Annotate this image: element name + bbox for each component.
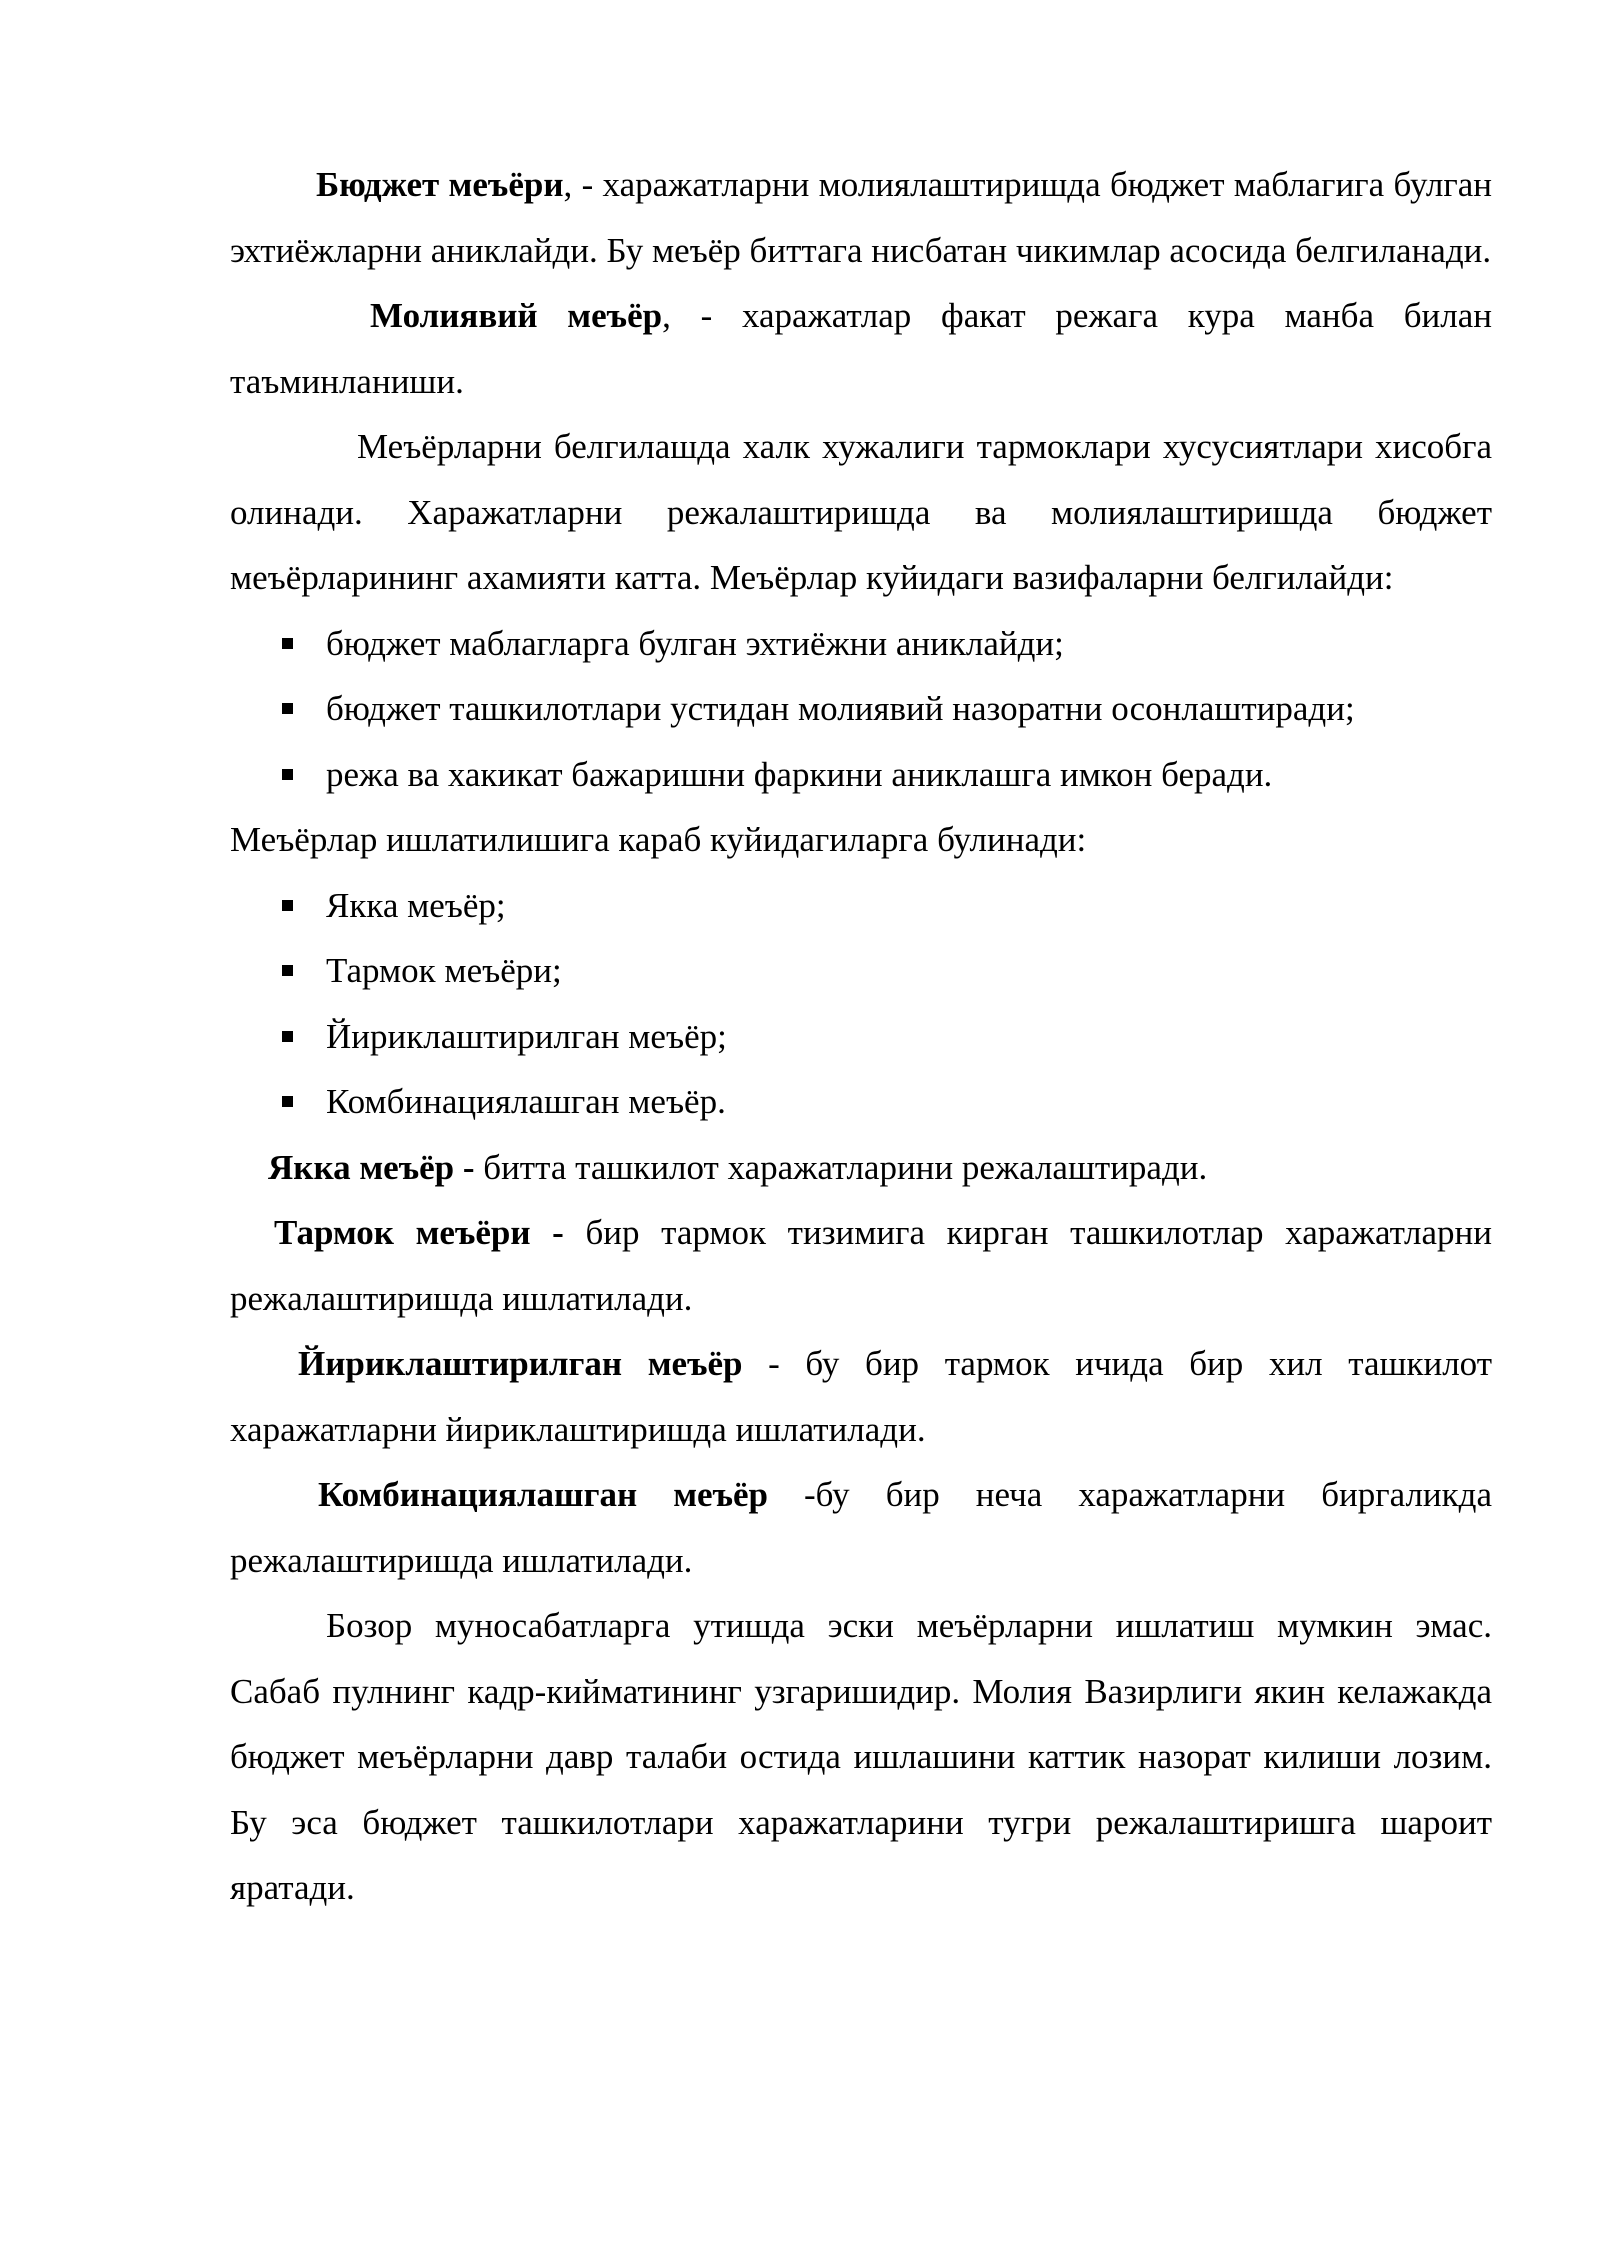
bullet-square-icon [282,965,293,976]
term-branch-norm: Тармок меъёри - [274,1213,564,1252]
paragraph-text: битта ташкилот харажатларини режалаштиради. [474,1147,1208,1187]
paragraph-text: , - харажатларни молиялаштиришда бюджет маблагига булган эхтиёжларни аниклайди. Бу меъёр биттага нисбатан чикимлар асосида белгиланади. [230,165,1492,270]
term-combined-norm: Комбинациялашган меъёр [318,1475,768,1514]
list-item-text: Тармок меъёри; [326,951,562,990]
document-page [230,152,1492,1921]
list-item [230,1069,1492,1135]
paragraph-financial-norm [230,283,1492,414]
paragraph-norms-functions [230,414,1492,611]
term-budget-norm: Бюджет меъёри [316,165,564,204]
paragraph-text: - бу бир тармок ичида бир хил ташкилот харажатларни йириклаштиришда ишлатилади. [230,1344,1492,1449]
list-item-text: Якка меъёр; [326,885,506,925]
functions-list [230,611,1492,808]
bullet-square-icon [282,703,293,714]
list-item [230,873,1492,939]
bullet-square-icon [282,1096,293,1107]
paragraph-market-transition [230,1593,1492,1921]
paragraph-text: Меъёрлар ишлатилишига караб куйидагиларга булинади: [230,820,1087,859]
paragraph-text: Меъёрларни белгилашда халк хужалиги тармоклари хусусиятлари хисобга олинади. Харажатларни режалаштиришда ва молиялаштиришда бюджет меъёрларининг ахамияти катта. Меъёрлар куйидаги вазифаларни белгилайди: [230,427,1492,597]
paragraph-text: , - харажатлар факат режага кура манба билан таъминланиши. [230,296,1492,401]
paragraph-aggregated-norm [230,1331,1492,1462]
list-item-text: бюджет маблагларга булган эхтиёжни аниклайди; [326,623,1064,663]
bullet-square-icon [282,1031,293,1042]
paragraph-norm-types-intro [230,807,1492,873]
list-item [230,742,1492,808]
bullet-square-icon [282,900,293,911]
paragraph-text: -бу бир неча харажатларни биргаликда режалаштиришда ишлатилади. [230,1475,1492,1580]
paragraph-budget-norm [230,152,1492,283]
paragraph-branch-norm [230,1200,1492,1331]
term-single-norm: Якка меъёр - [268,1147,475,1187]
list-item-text: бюджет ташкилотлари устидан молиявий назоратни осонлаштиради; [326,689,1355,728]
bullet-square-icon [282,769,293,780]
bullet-square-icon [282,638,293,649]
norm-types-list [230,873,1492,1135]
paragraph-combined-norm [230,1462,1492,1593]
list-item [230,676,1492,742]
list-item-text: режа ва хакикат бажаришни фаркини аниклашга имкон беради. [326,754,1273,794]
list-item-text: Комбинациялашган меъёр. [326,1082,726,1121]
list-item [230,611,1492,677]
list-item [230,938,1492,1004]
term-financial-norm: Молиявий меъёр [370,296,663,335]
term-aggregated-norm: Йириклаштирилган меъёр [298,1344,743,1383]
list-item-text: Йириклаштирилган меъёр; [326,1016,727,1056]
paragraph-text: бир тармок тизимига кирган ташкилотлар харажатларни режалаштиришда ишлатилади. [230,1213,1492,1318]
paragraph-single-norm [230,1135,1492,1201]
paragraph-text: Бозор муносабатларга утишда эски меъёрларни ишлатиш мумкин эмас. Сабаб пулнинг кадр-кийматининг узгаришидир. Молия Вазирлиги якин келажакда бюджет меъёрларни давр талаби остида ишлашини каттик назорат килиши лозим. Бу эса бюджет ташкилотлари харажатларини тугри режалаштиришга шароит яратади. [230,1606,1492,1907]
list-item [230,1004,1492,1070]
